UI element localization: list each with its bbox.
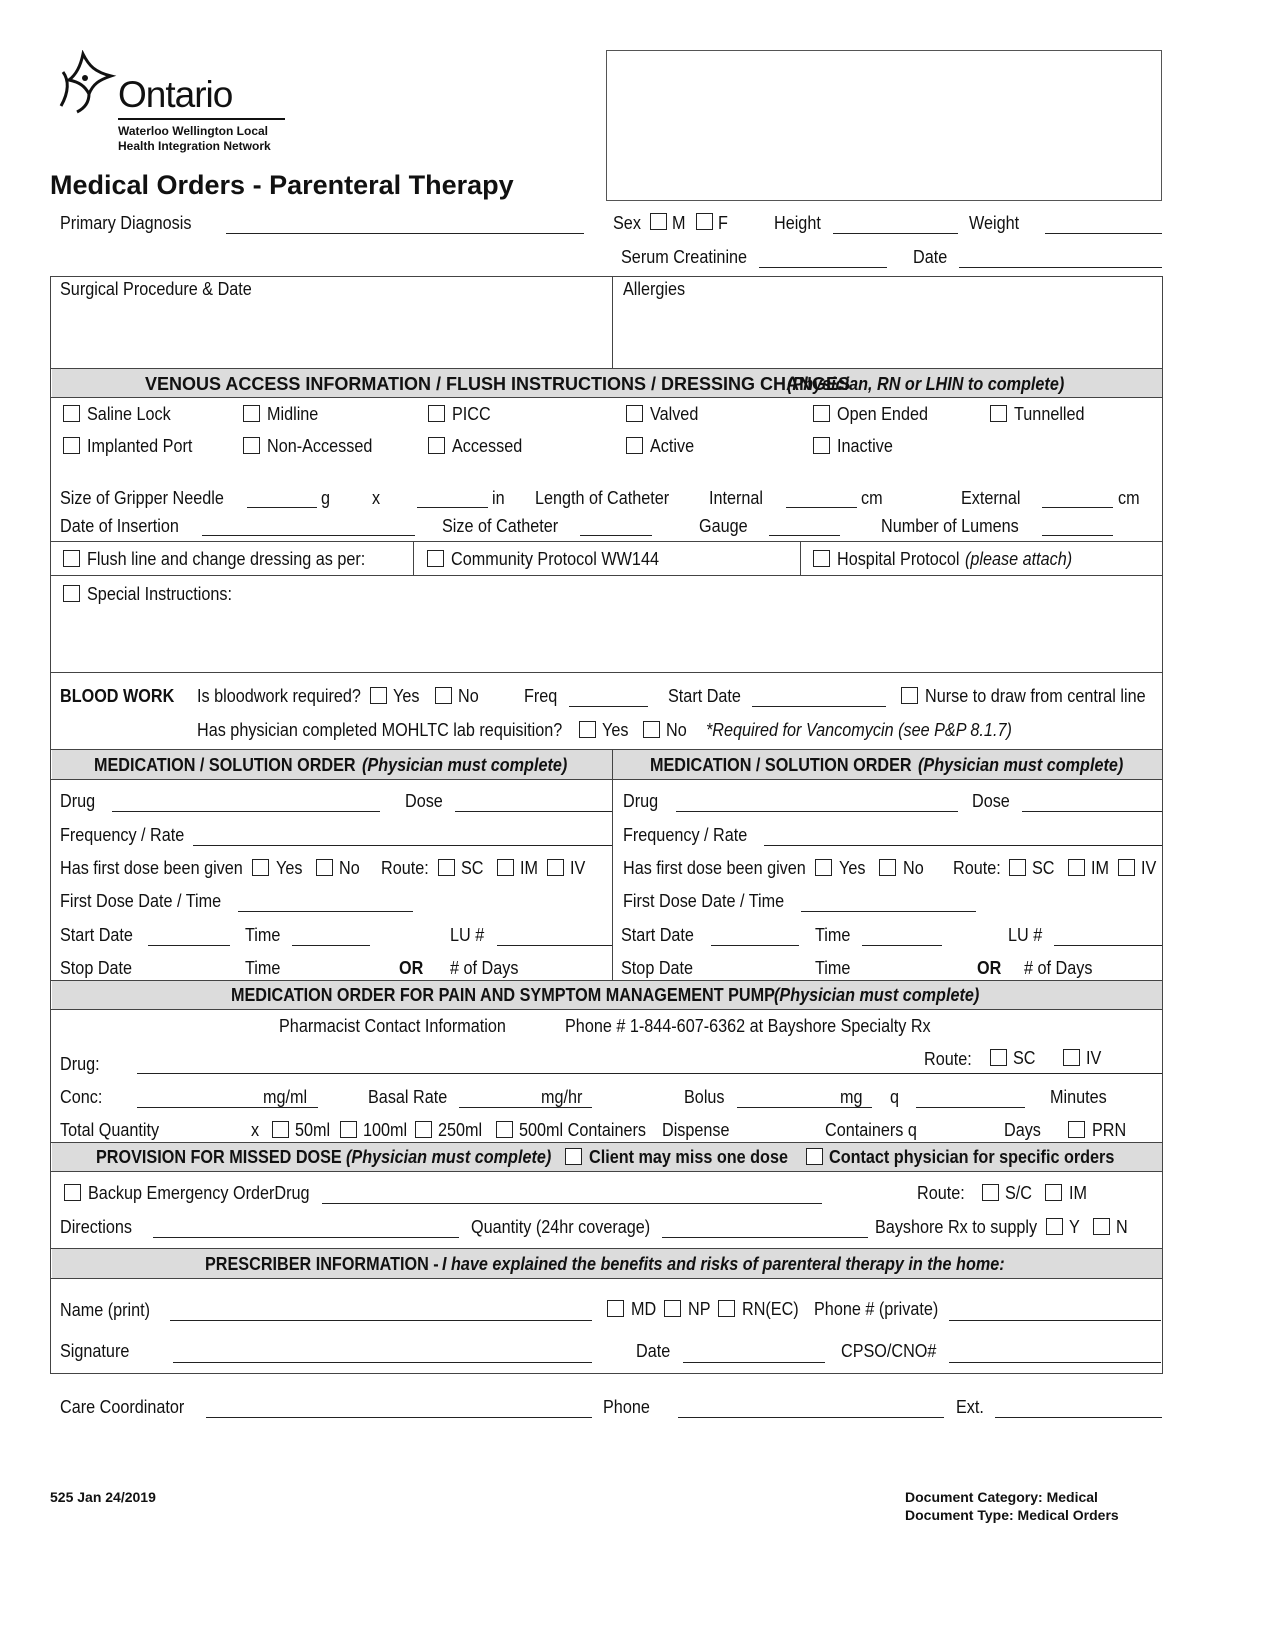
med-left-first-no-label: No: [339, 858, 360, 878]
med-right-im-label: IM: [1091, 858, 1109, 878]
inactive-label: Inactive: [837, 436, 893, 456]
med-right-first-dt-label: First Dose Date / Time: [623, 891, 785, 911]
logo-rule: [118, 118, 285, 120]
med-right-first-dose-label: Has first dose been given: [623, 858, 806, 878]
allergies-field[interactable]: [615, 300, 1160, 366]
freq-field[interactable]: [569, 706, 648, 707]
gripper-needle-field[interactable]: [247, 507, 317, 508]
med-right-iv-checkbox[interactable]: [1118, 859, 1135, 876]
divider: [612, 276, 613, 368]
bloodwork-yes-checkbox[interactable]: [370, 687, 387, 704]
med-right-stop-label: Stop Date: [621, 958, 694, 978]
med-right-first-dt-field[interactable]: [801, 911, 976, 912]
missed-sc-label: S/C: [1005, 1183, 1033, 1203]
frame-left: [50, 276, 51, 1373]
valved-label: Valved: [650, 404, 699, 424]
bayshore-n-checkbox[interactable]: [1093, 1218, 1110, 1235]
ml500-label: 500ml Containers: [519, 1120, 646, 1140]
allergies-label: Allergies: [623, 279, 686, 299]
med-left-first-dt-field[interactable]: [238, 911, 413, 912]
care-coordinator-label: Care Coordinator: [60, 1397, 185, 1417]
nurse-draw-label: Nurse to draw from central line: [925, 686, 1146, 706]
med-left-first-dose-label: Has first dose been given: [60, 858, 243, 878]
bloodwork-required-label: Is bloodwork required?: [197, 686, 361, 706]
saline-lock-label: Saline Lock: [87, 404, 171, 424]
external-label: External: [961, 488, 1021, 508]
pharmacist-contact-label: Pharmacist Contact Information: [279, 1016, 506, 1036]
pump-heading-note: (Physician must complete): [774, 985, 980, 1005]
prescriber-date-field[interactable]: [683, 1362, 825, 1363]
med-right-lu-field[interactable]: [1054, 945, 1162, 946]
lumens-field[interactable]: [1042, 535, 1113, 536]
ml500-checkbox[interactable]: [496, 1121, 513, 1138]
lumens-label: Number of Lumens: [881, 516, 1019, 536]
conc-label: Conc:: [60, 1087, 103, 1107]
ml100-checkbox[interactable]: [340, 1121, 357, 1138]
med-right-or-label: OR: [977, 958, 1002, 978]
surgical-procedure-label: Surgical Procedure & Date: [60, 279, 252, 299]
bloodwork-no-label: No: [458, 686, 479, 706]
rule: [50, 1373, 1163, 1374]
med-right-time-field[interactable]: [862, 945, 942, 946]
mohltc-yes-checkbox[interactable]: [579, 721, 596, 738]
conc-unit: mg/ml: [263, 1087, 308, 1107]
open-ended-checkbox[interactable]: [813, 405, 830, 422]
pump-heading: MEDICATION ORDER FOR PAIN AND SYMPTOM MANAGEMENT PUMP: [231, 985, 775, 1005]
flush-label: Flush line and change dressing as per:: [87, 549, 366, 569]
care-coordinator-field[interactable]: [206, 1417, 592, 1418]
med-right-start-field[interactable]: [711, 945, 799, 946]
med-right-heading-note: (Physician must complete): [918, 755, 1124, 775]
med-right-sc-label: SC: [1032, 858, 1055, 878]
size-catheter-field[interactable]: [580, 535, 652, 536]
md-checkbox[interactable]: [607, 1300, 624, 1317]
rule: [50, 779, 1162, 780]
prescriber-name-label: Name (print): [60, 1300, 151, 1320]
divider: [413, 541, 414, 575]
backup-drug-field[interactable]: [322, 1203, 822, 1204]
implanted-port-label: Implanted Port: [87, 436, 193, 456]
basal-rate-label: Basal Rate: [368, 1087, 448, 1107]
non-accessed-label: Non-Accessed: [267, 436, 373, 456]
pump-sc-checkbox[interactable]: [990, 1049, 1007, 1066]
surgical-procedure-field[interactable]: [52, 300, 610, 366]
quantity-label: Quantity (24hr coverage): [471, 1217, 651, 1237]
med-left-time-label: Time: [245, 925, 281, 945]
med-left-days-label: # of Days: [450, 958, 519, 978]
containers-q-label: Containers q: [825, 1120, 917, 1140]
med-right-route-label: Route:: [953, 858, 1001, 878]
med-right-dose-field[interactable]: [1022, 811, 1162, 812]
g-unit: g: [321, 488, 331, 508]
venous-heading-note: (Physician, RN or LHIN to complete): [787, 374, 1065, 394]
rule: [50, 541, 1162, 542]
bayshore-n-label: N: [1116, 1217, 1128, 1237]
total-qty-x: x: [251, 1120, 260, 1140]
venous-heading-text: VENOUS ACCESS INFORMATION / FLUSH INSTRUCTIONS / DRESSING CHANGES: [145, 374, 851, 394]
valved-checkbox[interactable]: [626, 405, 643, 422]
saline-lock-checkbox[interactable]: [63, 405, 80, 422]
med-left-first-dt-label: First Dose Date / Time: [60, 891, 222, 911]
implanted-port-checkbox[interactable]: [63, 437, 80, 454]
np-checkbox[interactable]: [664, 1300, 681, 1317]
med-left-stop-label: Stop Date: [60, 958, 133, 978]
med-left-im-label: IM: [520, 858, 538, 878]
basal-unit: mg/hr: [541, 1087, 583, 1107]
pump-iv-label: IV: [1086, 1048, 1102, 1068]
sex-f-label: F: [718, 213, 728, 233]
contact-physician-checkbox[interactable]: [806, 1148, 823, 1165]
med-right-stop-time-label: Time: [815, 958, 851, 978]
internal-cm: cm: [861, 488, 883, 508]
rule: [50, 575, 1162, 576]
pharmacist-phone: Phone # 1-844-607-6362 at Bayshore Specialty Rx: [565, 1016, 931, 1036]
cpso-label: CPSO/CNO#: [841, 1341, 937, 1361]
pump-drug-label: Drug:: [60, 1054, 100, 1074]
x-label: x: [372, 488, 381, 508]
org-sub2: Health Integration Network: [118, 139, 271, 153]
date-insertion-label: Date of Insertion: [60, 516, 179, 536]
prn-checkbox[interactable]: [1068, 1121, 1085, 1138]
size-catheter-label: Size of Catheter: [442, 516, 559, 536]
missed-heading: PROVISION FOR MISSED DOSE: [96, 1147, 342, 1167]
prescriber-date-label: Date: [636, 1341, 671, 1361]
page-title: Medical Orders - Parenteral Therapy: [50, 170, 514, 200]
ml250-checkbox[interactable]: [415, 1121, 432, 1138]
org-name: Ontario: [118, 74, 233, 115]
venous-heading: [145, 374, 850, 395]
md-label: MD: [631, 1299, 657, 1319]
trillium-logo-icon: [55, 50, 125, 115]
med-right-drug-label: Drug: [623, 791, 659, 811]
primary-diagnosis-field[interactable]: [226, 233, 584, 234]
client-miss-checkbox[interactable]: [565, 1148, 582, 1165]
med-right-freq-label: Frequency / Rate: [623, 825, 748, 845]
tunnelled-label: Tunnelled: [1014, 404, 1085, 424]
pump-route-label: Route:: [924, 1049, 972, 1069]
care-ext-label: Ext.: [956, 1397, 984, 1417]
rule: [50, 1009, 1162, 1010]
med-left-iv-label: IV: [570, 858, 586, 878]
sex-f-checkbox[interactable]: [696, 213, 713, 230]
freq-label: Freq: [524, 686, 558, 706]
non-accessed-checkbox[interactable]: [243, 437, 260, 454]
weight-label: Weight: [969, 213, 1020, 233]
total-qty-label: Total Quantity: [60, 1120, 160, 1140]
doc-type: Document Type: Medical Orders: [905, 1507, 1119, 1523]
org-sub1: Waterloo Wellington Local: [118, 124, 268, 138]
ml100-label: 100ml: [363, 1120, 408, 1140]
care-phone-field[interactable]: [678, 1417, 944, 1418]
blood-start-date-field[interactable]: [752, 706, 886, 707]
missed-route-label: Route:: [917, 1183, 965, 1203]
rnec-checkbox[interactable]: [718, 1300, 735, 1317]
missed-heading-note: (Physician must complete): [346, 1147, 552, 1167]
sex-label: Sex: [613, 213, 641, 233]
prescriber-heading: PRESCRIBER INFORMATION -: [205, 1254, 439, 1274]
height-label: Height: [774, 213, 821, 233]
med-right-first-no-checkbox[interactable]: [879, 859, 896, 876]
med-right-first-yes-checkbox[interactable]: [815, 859, 832, 876]
gauge-field[interactable]: [769, 535, 840, 536]
bayshore-y-checkbox[interactable]: [1046, 1218, 1063, 1235]
med-left-freq-label: Frequency / Rate: [60, 825, 185, 845]
community-protocol-label: Community Protocol WW144: [451, 549, 659, 569]
ml50-label: 50ml: [295, 1120, 331, 1140]
rule: [50, 397, 1162, 398]
backup-order-label: Backup Emergency OrderDrug: [88, 1183, 310, 1203]
med-left-heading-note: (Physician must complete): [362, 755, 568, 775]
frame-right: [1162, 276, 1163, 1373]
med-left-start-label: Start Date: [60, 925, 133, 945]
cpso-field[interactable]: [949, 1362, 1161, 1363]
community-protocol-checkbox[interactable]: [427, 550, 444, 567]
directions-field[interactable]: [153, 1237, 459, 1238]
sex-m-checkbox[interactable]: [650, 213, 667, 230]
bloodwork-yes-label: Yes: [393, 686, 420, 706]
gripper-length-field[interactable]: [417, 507, 488, 508]
midline-checkbox[interactable]: [243, 405, 260, 422]
creatinine-date-field[interactable]: [959, 267, 1162, 268]
external-cm: cm: [1118, 488, 1140, 508]
days-label: Days: [1004, 1120, 1041, 1140]
ml50-checkbox[interactable]: [272, 1121, 289, 1138]
hospital-protocol-note: (please attach): [965, 549, 1073, 569]
prescriber-name-field[interactable]: [170, 1320, 592, 1321]
vancomycin-note: *Required for Vancomycin (see P&P 8.1.7): [706, 720, 1012, 740]
inactive-checkbox[interactable]: [813, 437, 830, 454]
med-left-first-yes-label: Yes: [276, 858, 303, 878]
mohltc-yes-label: Yes: [602, 720, 629, 740]
active-label: Active: [650, 436, 695, 456]
missed-im-label: IM: [1069, 1183, 1087, 1203]
rule: [50, 276, 1162, 277]
np-label: NP: [688, 1299, 711, 1319]
bolus-unit: mg: [840, 1087, 863, 1107]
active-checkbox[interactable]: [626, 437, 643, 454]
med-left-sc-label: SC: [461, 858, 484, 878]
accessed-checkbox[interactable]: [428, 437, 445, 454]
mohltc-label: Has physician completed MOHLTC lab requisition?: [197, 720, 563, 740]
special-instructions-checkbox[interactable]: [63, 585, 80, 602]
accessed-label: Accessed: [452, 436, 523, 456]
backup-order-checkbox[interactable]: [64, 1184, 81, 1201]
med-right-first-yes-label: Yes: [839, 858, 866, 878]
hospital-protocol-label: Hospital Protocol: [837, 549, 960, 569]
prn-label: PRN: [1092, 1120, 1127, 1140]
flush-checkbox[interactable]: [63, 550, 80, 567]
med-right-dose-label: Dose: [972, 791, 1010, 811]
date-insertion-field[interactable]: [202, 535, 415, 536]
rule: [50, 672, 1162, 673]
med-left-drug-label: Drug: [60, 791, 96, 811]
med-right-days-label: # of Days: [1024, 958, 1093, 978]
med-left-or-label: OR: [399, 958, 424, 978]
weight-field[interactable]: [1045, 233, 1162, 234]
missed-sc-checkbox[interactable]: [982, 1184, 999, 1201]
care-phone-label: Phone: [603, 1397, 650, 1417]
height-field[interactable]: [833, 233, 958, 234]
gripper-needle-label: Size of Gripper Needle: [60, 488, 224, 508]
serum-creatinine-field[interactable]: [759, 267, 887, 268]
quantity-field[interactable]: [662, 1237, 868, 1238]
blood-start-date-label: Start Date: [668, 686, 741, 706]
external-field[interactable]: [1042, 507, 1113, 508]
gauge-label: Gauge: [699, 516, 748, 536]
missed-im-checkbox[interactable]: [1045, 1184, 1062, 1201]
med-right-heading: MEDICATION / SOLUTION ORDER: [650, 755, 912, 775]
contact-physician-label: Contact physician for specific orders: [829, 1147, 1115, 1167]
blood-work-label: BLOOD WORK: [60, 686, 175, 706]
med-left-start-field[interactable]: [148, 945, 230, 946]
bayshore-y-label: Y: [1069, 1217, 1080, 1237]
med-right-sc-checkbox[interactable]: [1009, 859, 1026, 876]
pump-drug-field[interactable]: [137, 1073, 1162, 1074]
med-left-iv-checkbox[interactable]: [547, 859, 564, 876]
med-right-first-no-label: No: [903, 858, 924, 878]
signature-field[interactable]: [173, 1362, 592, 1363]
mohltc-no-checkbox[interactable]: [643, 721, 660, 738]
hospital-protocol-checkbox[interactable]: [813, 550, 830, 567]
med-right-lu-label: LU #: [1008, 925, 1043, 945]
doc-category: Document Category: Medical: [905, 1489, 1098, 1505]
ml250-label: 250ml: [438, 1120, 483, 1140]
med-right-im-checkbox[interactable]: [1068, 859, 1085, 876]
med-left-drug-field[interactable]: [112, 811, 380, 812]
med-right-drug-field[interactable]: [676, 811, 958, 812]
internal-field[interactable]: [786, 507, 857, 508]
special-instructions-label: Special Instructions:: [87, 584, 232, 604]
med-left-first-no-checkbox[interactable]: [316, 859, 333, 876]
med-left-dose-label: Dose: [405, 791, 443, 811]
picc-label: PICC: [452, 404, 491, 424]
prescriber-heading-note: I have explained the benefits and risks of parenteral therapy in the home:: [442, 1254, 1005, 1274]
med-left-route-label: Route:: [381, 858, 429, 878]
rule: [50, 1171, 1162, 1172]
prescriber-phone-field[interactable]: [949, 1320, 1161, 1321]
med-right-time-label: Time: [815, 925, 851, 945]
bolus-q-label: q: [890, 1087, 900, 1107]
bolus-label: Bolus: [684, 1087, 725, 1107]
bloodwork-no-checkbox[interactable]: [435, 687, 452, 704]
bayshore-label: Bayshore Rx to supply: [875, 1217, 1038, 1237]
special-instructions-field[interactable]: [52, 606, 1160, 670]
rule: [50, 1278, 1162, 1279]
med-left-im-checkbox[interactable]: [497, 859, 514, 876]
med-left-freq-field[interactable]: [193, 845, 612, 846]
med-left-lu-field[interactable]: [497, 945, 612, 946]
picc-checkbox[interactable]: [428, 405, 445, 422]
med-right-start-label: Start Date: [621, 925, 694, 945]
med-left-first-yes-checkbox[interactable]: [252, 859, 269, 876]
mohltc-no-label: No: [666, 720, 687, 740]
dispense-label: Dispense: [662, 1120, 730, 1140]
med-left-lu-label: LU #: [450, 925, 485, 945]
pump-iv-checkbox[interactable]: [1063, 1049, 1080, 1066]
med-right-iv-label: IV: [1141, 858, 1157, 878]
divider: [612, 749, 613, 980]
sex-m-label: M: [672, 213, 686, 233]
nurse-draw-checkbox[interactable]: [901, 687, 918, 704]
pump-sc-label: SC: [1013, 1048, 1036, 1068]
minutes-label: Minutes: [1050, 1087, 1107, 1107]
med-left-sc-checkbox[interactable]: [438, 859, 455, 876]
care-ext-field[interactable]: [995, 1417, 1162, 1418]
serum-creatinine-label: Serum Creatinine: [621, 247, 748, 267]
creatinine-date-label: Date: [913, 247, 948, 267]
form-id: 525 Jan 24/2019: [50, 1489, 156, 1505]
in-unit: in: [492, 488, 505, 508]
signature-label: Signature: [60, 1341, 130, 1361]
length-catheter-label: Length of Catheter: [535, 488, 670, 508]
rnec-label: RN(EC): [742, 1299, 799, 1319]
midline-label: Midline: [267, 404, 319, 424]
primary-diagnosis-label: Primary Diagnosis: [60, 213, 192, 233]
internal-label: Internal: [709, 488, 764, 508]
patient-label-box[interactable]: [606, 50, 1162, 201]
tunnelled-checkbox[interactable]: [990, 405, 1007, 422]
bolus-minutes-field[interactable]: [916, 1107, 1025, 1108]
med-left-stop-time-label: Time: [245, 958, 281, 978]
med-right-freq-field[interactable]: [764, 845, 1162, 846]
med-left-time-field[interactable]: [292, 945, 370, 946]
prescriber-phone-label: Phone # (private): [814, 1299, 939, 1319]
client-miss-label: Client may miss one dose: [589, 1147, 788, 1167]
directions-label: Directions: [60, 1217, 133, 1237]
open-ended-label: Open Ended: [837, 404, 928, 424]
divider: [800, 541, 801, 575]
med-left-dose-field[interactable]: [455, 811, 612, 812]
med-left-heading: MEDICATION / SOLUTION ORDER: [94, 755, 356, 775]
